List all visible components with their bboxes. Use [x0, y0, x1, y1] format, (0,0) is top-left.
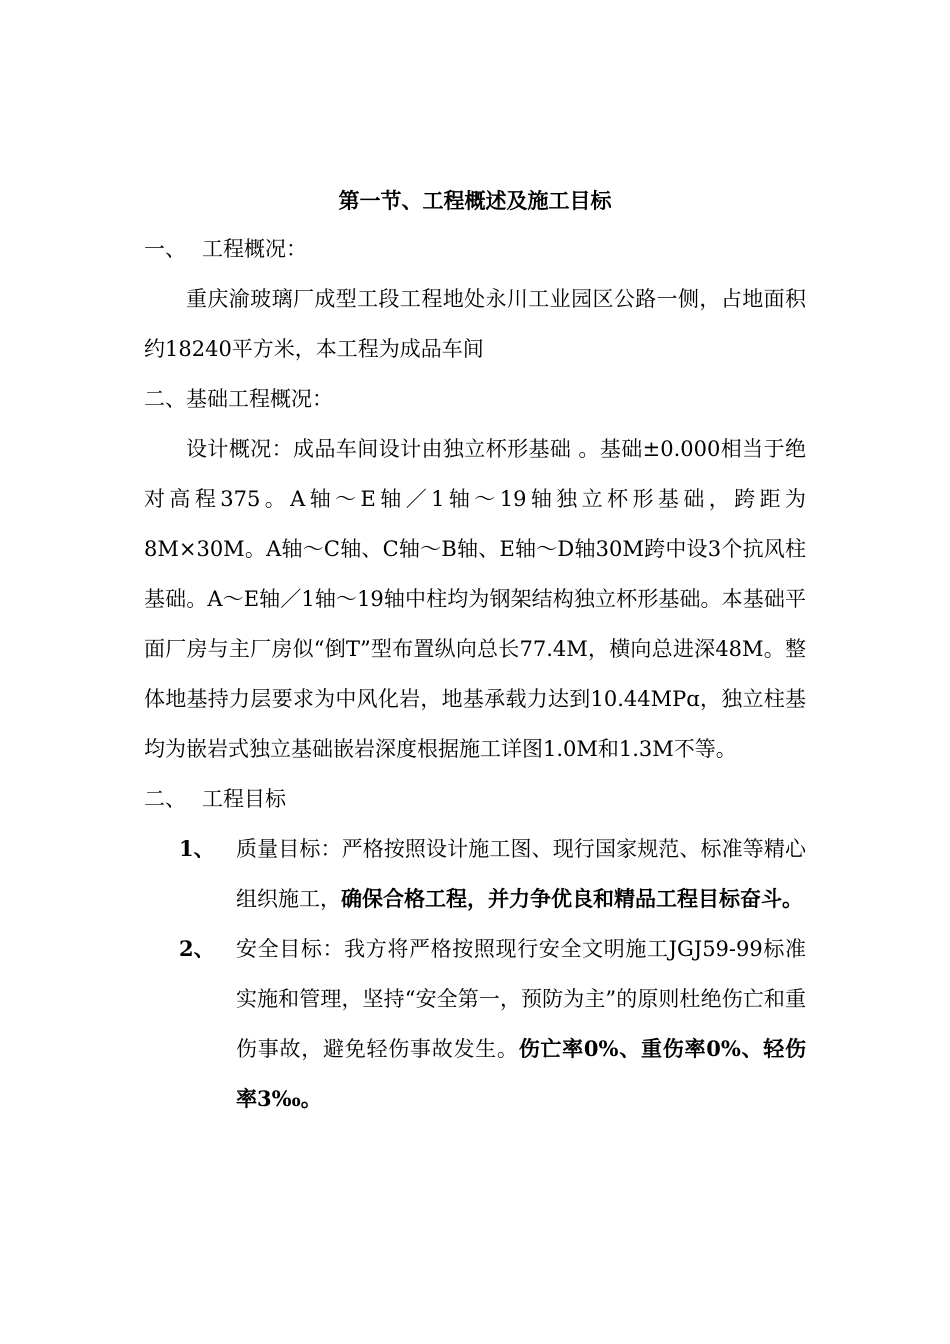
document-body — [144, 180, 806, 1124]
goal-item-quality — [144, 824, 806, 924]
goal-item-text — [236, 824, 806, 924]
goal-item-body: 安全目标：我方将严格按照现行安全文明施工JGJ59-99标准实施和管理，坚持“安全第一，预防为主”的原则杜绝伤亡和重伤事故，避免轻伤事故发生。 — [236, 937, 806, 1061]
goal-item-safety — [144, 924, 806, 1124]
goal-item-emphasis: 确保合格工程，并力争优良和精品工程目标奋斗。 — [341, 886, 803, 911]
goal-item-number: 1、 — [179, 836, 215, 861]
section-2-paragraph: 设计概况：成品车间设计由独立杯形基础 。基础±0.000相当于绝对高程375。A轴～E轴／1轴～19轴独立杯形基础，跨距为8M×30M。A轴～C轴、C轴～B轴、E轴～D轴30M跨中设3个抗风柱基础。A～E轴／1轴～19轴中柱均为钢架结构独立杯形基础。本基础平面厂房与主厂房似“倒T”型布置纵向总长77.4M，横向总进深48M。整体地基持力层要求为中风化岩，地基承载力达到10.44MPɑ，独立柱基均为嵌岩式独立基础嵌岩深度根据施工详图1.0M和1.3M不等。 — [144, 437, 806, 761]
section-1-number: 一、 — [144, 237, 186, 261]
section-1-title: 工程概况： — [202, 237, 307, 261]
page-title: 第一节、工程概述及施工目标 — [338, 188, 612, 213]
section-3-number: 二、 — [144, 787, 186, 811]
goal-item-body: 质量目标：严格按照设计施工图、现行国家规范、标准等精心组织施工， — [236, 837, 806, 911]
goal-item-text — [236, 924, 806, 1124]
section-3-heading — [144, 774, 806, 824]
section-3-title: 工程目标 — [202, 787, 286, 811]
section-2-heading: 二、基础工程概况： — [144, 387, 333, 411]
section-1-heading — [144, 224, 806, 274]
goal-item-emphasis: 伤亡率0%、重伤率0%、轻伤率3‰。 — [236, 1036, 807, 1111]
section-1-paragraph: 重庆渝玻璃厂成型工段工程地处永川工业园区公路一侧，占地面积约18240平方米，本工程为成品车间 — [144, 287, 806, 361]
goal-item-number: 2、 — [179, 936, 215, 961]
